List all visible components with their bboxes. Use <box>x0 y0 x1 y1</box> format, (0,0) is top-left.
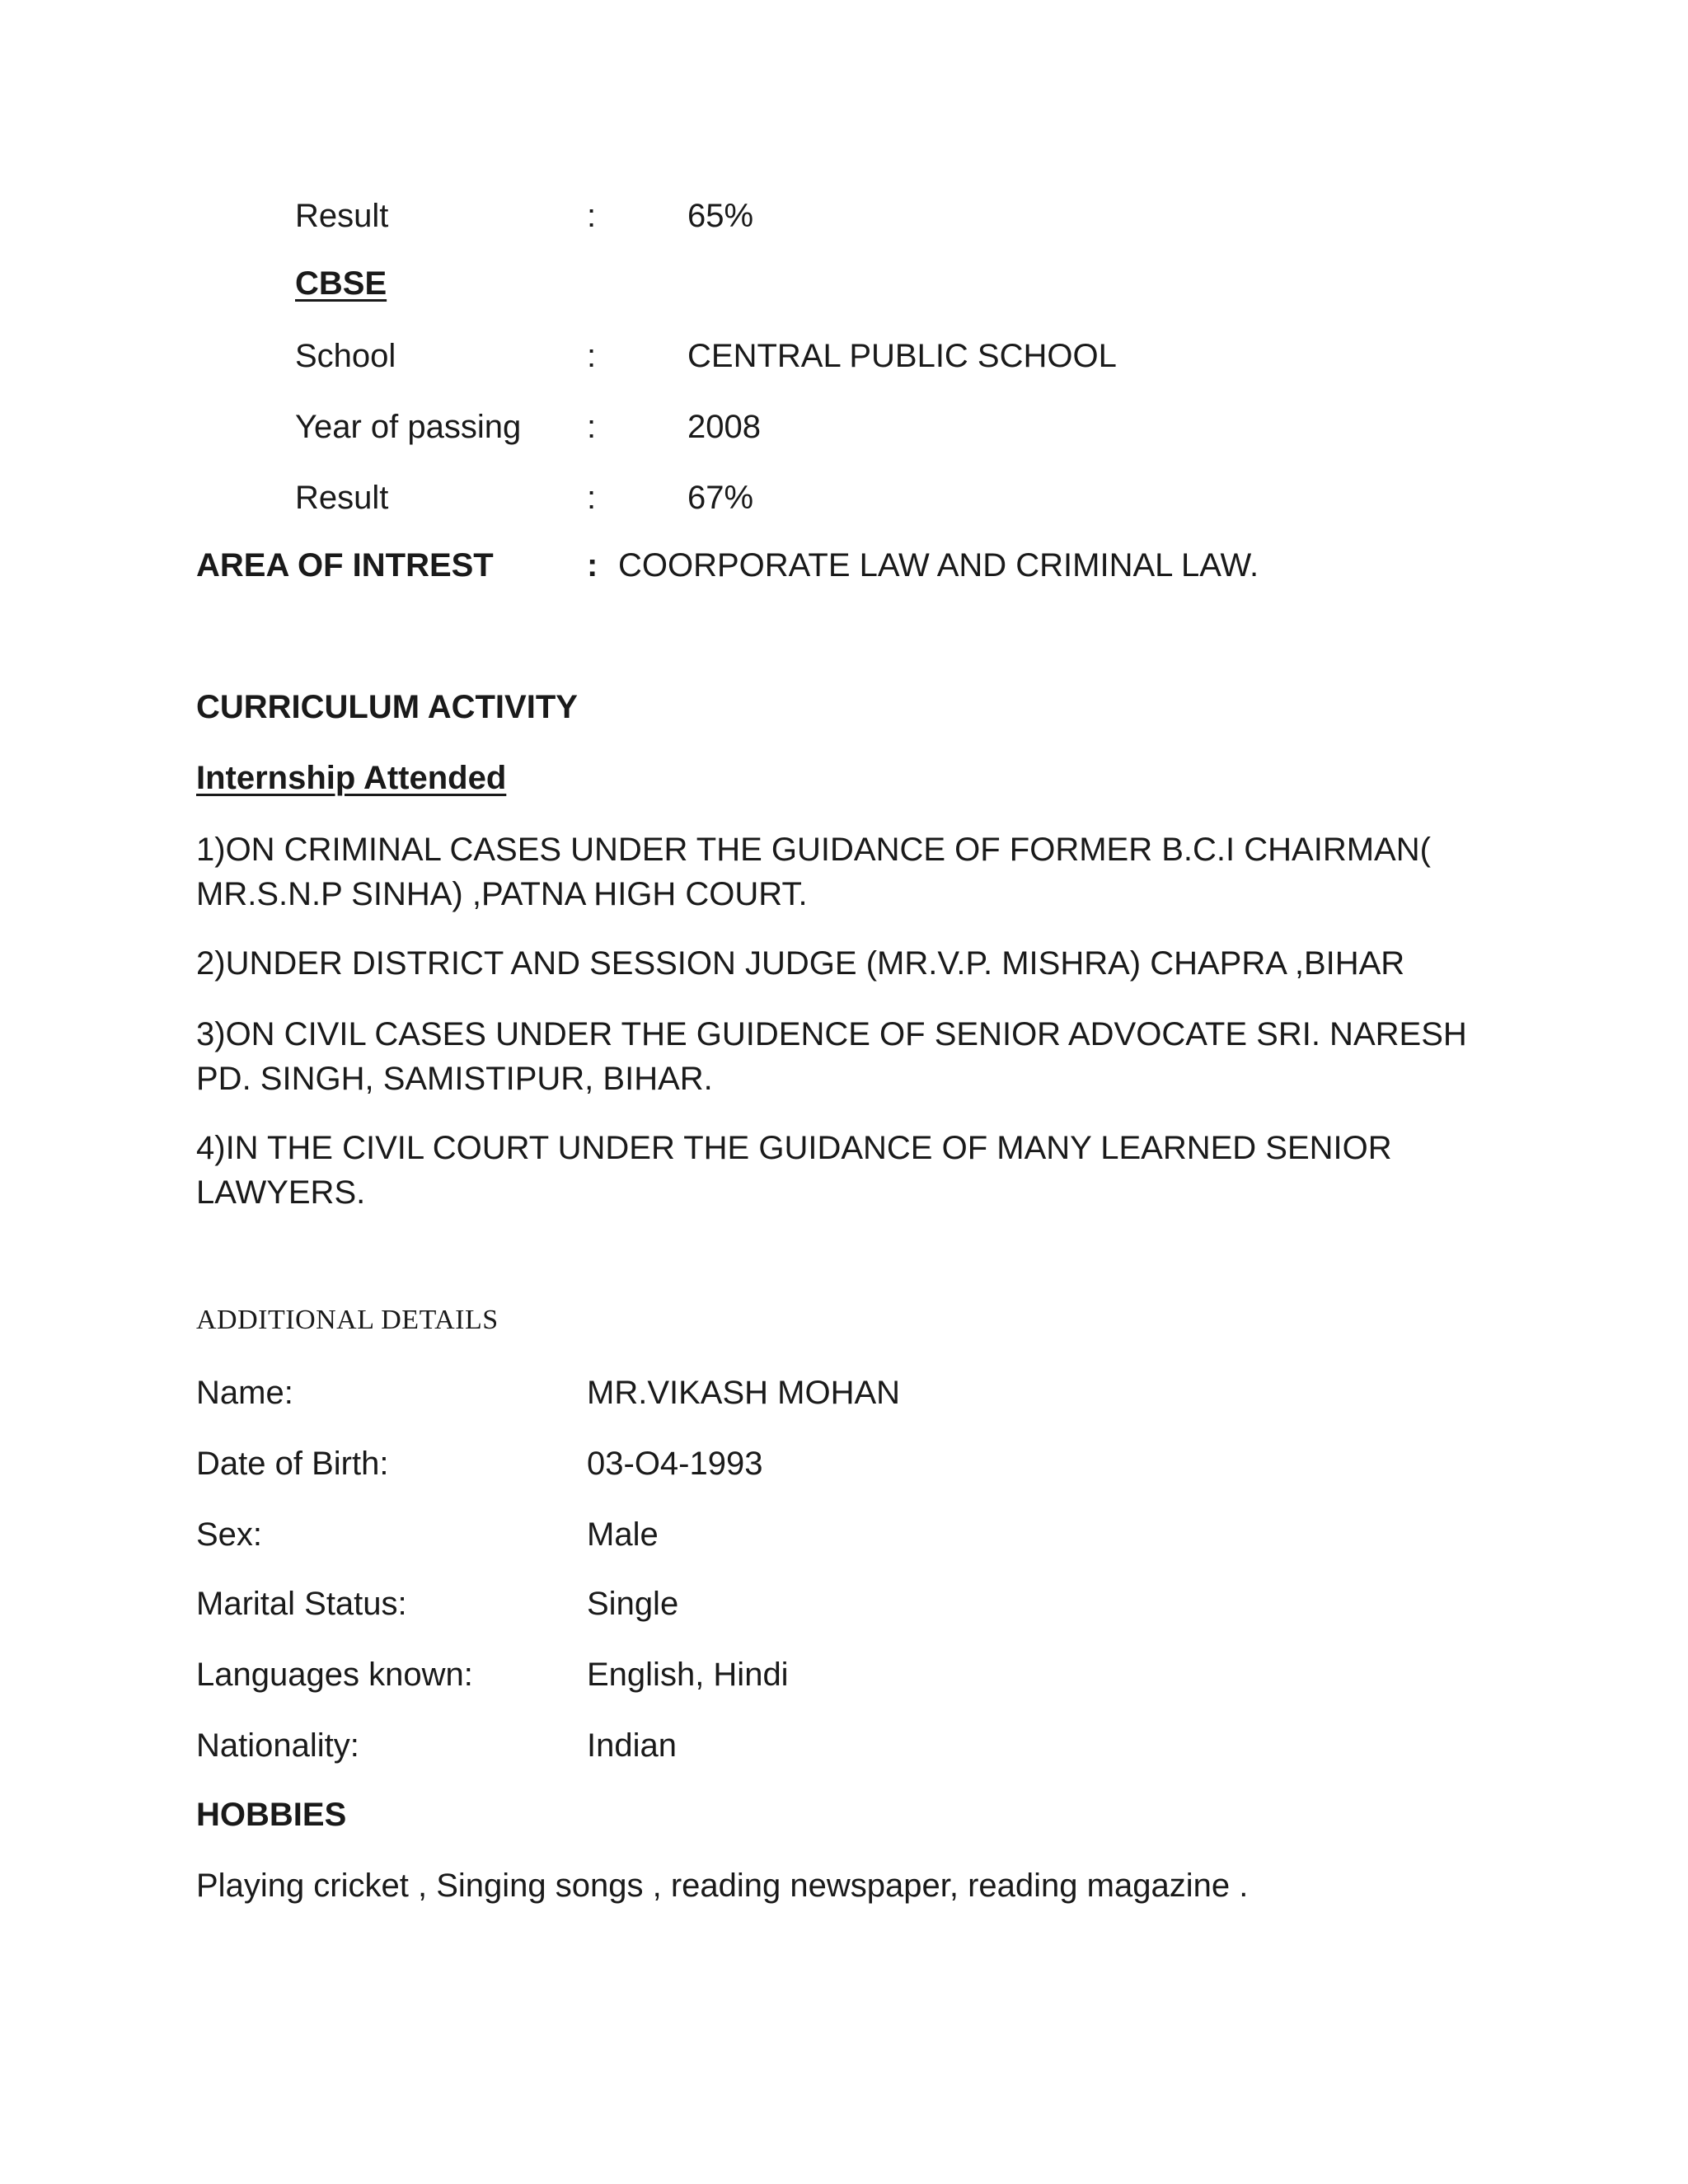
cbse-result-colon: : <box>587 480 597 516</box>
languages-value: English, Hindi <box>587 1657 789 1693</box>
internship-item-2: 2)UNDER DISTRICT AND SESSION JUDGE (MR.V.P. MISHRA) CHAPRA ,BIHAR <box>196 945 1405 982</box>
internship-item-1: 1)ON CRIMINAL CASES UNDER THE GUIDANCE OF FORMER B.C.I CHAIRMAN( MR.S.N.P SINHA) ,PATNA HIGH COURT. <box>196 832 1431 912</box>
hobbies-text: Playing cricket , Singing songs , reading newspaper, reading magazine . <box>196 1868 1249 1904</box>
name-label: Name: <box>196 1375 293 1411</box>
school-value: CENTRAL PUBLIC SCHOOL <box>687 338 1117 374</box>
dob-value: 03-O4-1993 <box>587 1446 763 1482</box>
cbse-result-label: Result <box>295 480 389 516</box>
year-value: 2008 <box>687 409 761 445</box>
area-of-interest-colon: : <box>587 547 598 583</box>
languages-label: Languages known: <box>196 1657 473 1693</box>
cbse-result-value: 67% <box>687 480 754 516</box>
nationality-value: Indian <box>587 1727 677 1764</box>
hobbies-heading: HOBBIES <box>196 1797 347 1833</box>
curriculum-heading: CURRICULUM ACTIVITY <box>196 689 578 725</box>
sex-label: Sex: <box>196 1516 263 1553</box>
nationality-label: Nationality: <box>196 1727 359 1764</box>
school-label: School <box>295 338 396 374</box>
year-label: Year of passing <box>295 409 522 445</box>
cbse-heading: CBSE <box>295 265 387 302</box>
internship-heading: Internship Attended <box>196 760 507 796</box>
name-value: MR.VIKASH MOHAN <box>587 1375 901 1411</box>
internship-item-4: 4)IN THE CIVIL COURT UNDER THE GUIDANCE OF MANY LEARNED SENIOR LAWYERS. <box>196 1130 1392 1211</box>
marital-status-value: Single <box>587 1586 679 1622</box>
result-label: Result <box>295 198 389 234</box>
area-of-interest-value: COORPORATE LAW AND CRIMINAL LAW. <box>618 547 1259 583</box>
result-value: 65% <box>687 198 754 234</box>
school-colon: : <box>587 338 597 374</box>
dob-label: Date of Birth: <box>196 1446 389 1482</box>
result-colon: : <box>587 198 597 234</box>
internship-item-3: 3)ON CIVIL CASES UNDER THE GUIDENCE OF SENIOR ADVOCATE SRI. NARESH PD. SINGH, SAMISTIPUR, BIHAR. <box>196 1016 1467 1097</box>
additional-details-heading: ADDITIONAL DETAILS <box>196 1305 499 1335</box>
area-of-interest-label: AREA OF INTREST <box>196 547 494 583</box>
marital-status-label: Marital Status: <box>196 1586 407 1622</box>
sex-value: Male <box>587 1516 659 1553</box>
year-colon: : <box>587 409 597 445</box>
